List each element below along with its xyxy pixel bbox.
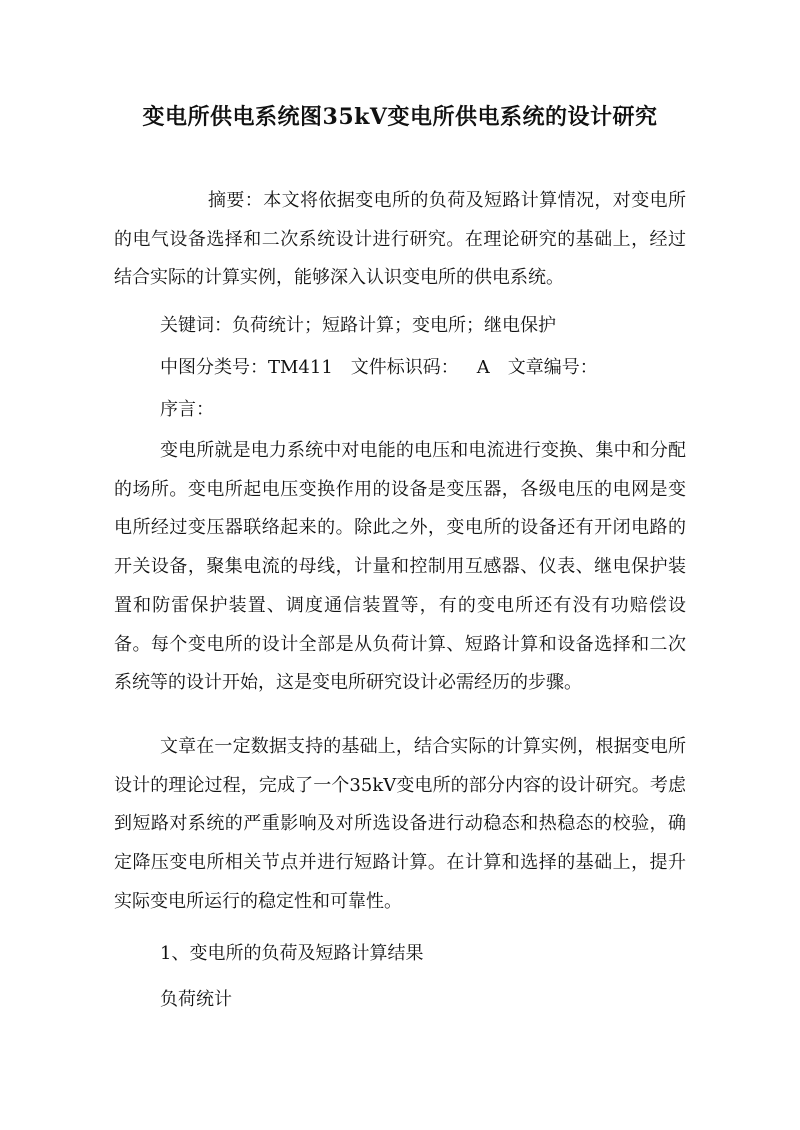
section-1-heading: 1、变电所的负荷及短路计算结果	[160, 943, 424, 964]
abstract-block	[114, 182, 686, 298]
keywords-line: 关键词：负荷统计；短路计算；变电所；继电保护	[160, 315, 556, 336]
article-number-label: 文章编号：	[507, 357, 598, 378]
document-title: 变电所供电系统图35kV变电所供电系统的设计研究	[142, 104, 658, 130]
classification-line	[160, 356, 598, 380]
abstract-paragraph: 摘要：本文将依据变电所的负荷及短路计算情况，对变电所的电气设备选择和二次系统设计进行研究。在理论研究的基础上，经过结合实际的计算实例，能够深入认识变电所的供电系统。	[114, 190, 686, 289]
body-paragraph-1: 变电所就是电力系统中对电能的电压和电流进行变换、集中和分配的场所。变电所起电压变换作用的设备是变压器，各级电压的电网是变电所经过变压器联络起来的。除此之外，变电所的设备还有开闭电路的开关设备，聚集电流的母线，计量和控制用互感器、仪表、继电保护装置和防雷保护装置、调度通信装置等，有的变电所还有没有功赔偿设备。每个变电所的设计全部是从负荷计算、短路计算和设备选择和二次系统等的设计开始，这是变电所研究设计必需经历的步骤。	[114, 440, 686, 694]
subsection-heading: 负荷统计	[160, 989, 232, 1010]
doc-id-label: 文件标识码：	[350, 357, 459, 378]
doc-id-value: A	[476, 357, 490, 378]
preface-heading: 序言：	[160, 399, 214, 420]
intro-block-2	[114, 728, 686, 922]
body-paragraph-2: 文章在一定数据支持的基础上，结合实际的计算实例，根据变电所设计的理论过程，完成了一个35kV变电所的部分内容的设计研究。考虑到短路对系统的严重影响及对所选设备进行动稳态和热稳态的校验，确定降压变电所相关节点并进行短路计算。在计算和选择的基础上，提升实际变电所运行的稳定性和可靠性。	[114, 736, 686, 912]
classification-code: TM411	[268, 357, 333, 378]
classification-label: 中图分类号：	[160, 357, 268, 378]
intro-block-1	[114, 432, 686, 703]
